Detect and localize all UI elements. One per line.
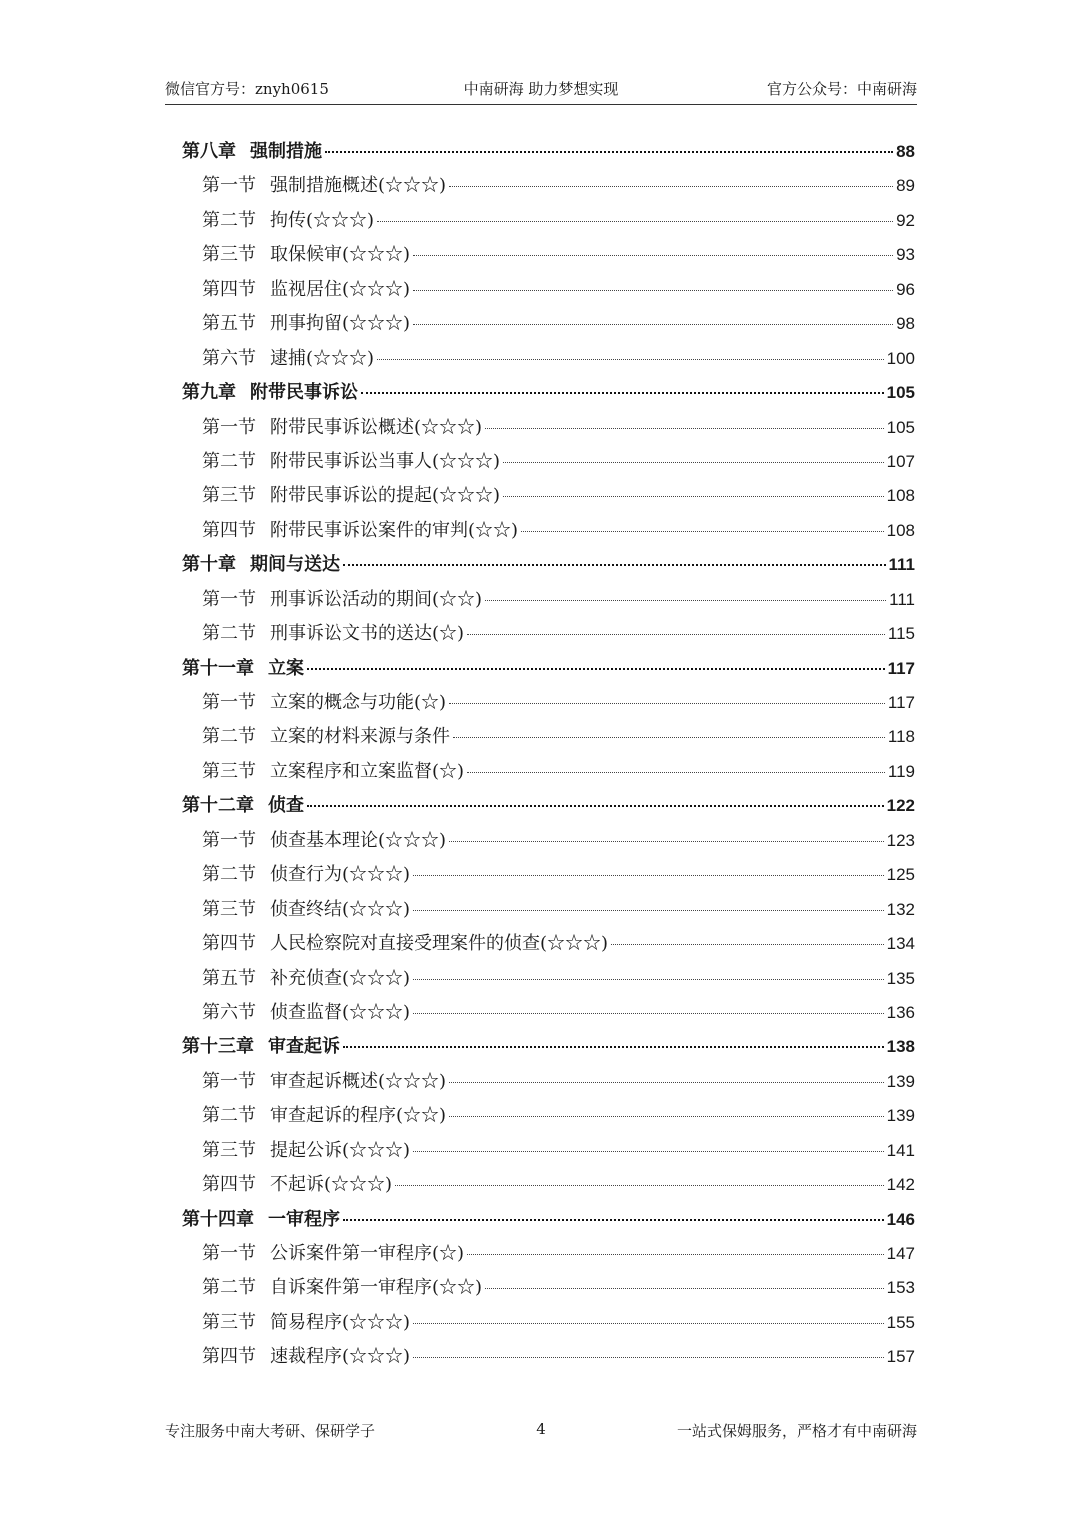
toc-entry-title: 附带民事诉讼的提起(☆☆☆) <box>270 485 501 507</box>
toc-entry-label: 第三节 <box>202 1311 256 1333</box>
page-number: 4 <box>536 1420 546 1438</box>
toc-page-number: 138 <box>886 1037 915 1057</box>
toc-page-number: 118 <box>887 727 915 747</box>
toc-entry-label: 第六节 <box>202 347 256 369</box>
toc-page-number: 96 <box>896 279 915 299</box>
toc-section-row[interactable] <box>182 929 915 963</box>
dot-leader <box>467 772 885 773</box>
toc-entry-label: 第十一章 <box>182 657 254 679</box>
toc-page-number: 134 <box>886 934 915 954</box>
toc-entry-title: 立案程序和立案监督(☆) <box>270 760 465 782</box>
header-official-account: 官方公众号：中南研海 <box>766 80 917 98</box>
toc-entry-title: 逮捕(☆☆☆) <box>270 347 375 369</box>
dot-leader <box>413 324 893 325</box>
toc-section-row[interactable] <box>182 1308 915 1342</box>
toc-section-row[interactable] <box>182 1273 915 1307</box>
toc-entry-title: 附带民事诉讼概述(☆☆☆) <box>270 416 483 438</box>
toc-entry-label: 第六节 <box>202 1001 256 1023</box>
dot-leader <box>413 1013 884 1014</box>
toc-chapter-row[interactable] <box>182 1032 915 1066</box>
dot-leader <box>413 255 893 256</box>
toc-entry-label: 第一节 <box>202 1070 256 1092</box>
dot-leader <box>485 1288 884 1289</box>
dot-leader <box>521 531 884 532</box>
toc-section-row[interactable] <box>182 206 915 240</box>
toc-entry-label: 第十四章 <box>182 1208 254 1230</box>
toc-section-row[interactable] <box>182 1170 915 1204</box>
toc-entry-label: 第一节 <box>202 175 256 197</box>
toc-entry-title: 补充侦查(☆☆☆) <box>270 967 411 989</box>
toc-entry-label: 第四节 <box>202 278 256 300</box>
toc-page-number: 111 <box>888 555 915 575</box>
toc-entry-label: 第三节 <box>202 485 256 507</box>
toc-entry-title: 速裁程序(☆☆☆) <box>270 1346 411 1368</box>
toc-section-row[interactable] <box>182 1101 915 1135</box>
toc-entry-title: 附带民事诉讼 <box>250 382 358 404</box>
toc-entry-title: 拘传(☆☆☆) <box>270 209 375 231</box>
toc-section-row[interactable] <box>182 516 915 550</box>
dot-leader <box>395 1185 884 1186</box>
dot-leader <box>449 186 893 187</box>
toc-section-row[interactable] <box>182 826 915 860</box>
toc-entry-title: 刑事拘留(☆☆☆) <box>270 313 411 335</box>
toc-entry-title: 简易程序(☆☆☆) <box>270 1311 411 1333</box>
toc-entry-label: 第四节 <box>202 1346 256 1368</box>
toc-chapter-row[interactable] <box>182 550 915 584</box>
toc-section-row[interactable] <box>182 240 915 274</box>
toc-page-number: 98 <box>896 314 915 334</box>
toc-entry-label: 第二节 <box>202 623 256 645</box>
toc-entry-title: 人民检察院对直接受理案件的侦查(☆☆☆) <box>270 933 609 955</box>
toc-page-number: 136 <box>886 1002 915 1022</box>
toc-entry-label: 第二节 <box>202 209 256 231</box>
dot-leader <box>449 841 884 842</box>
dot-leader <box>413 1323 884 1324</box>
toc-entry-label: 第二节 <box>202 1105 256 1127</box>
dot-leader <box>307 805 884 807</box>
toc-entry-title: 侦查 <box>268 795 304 817</box>
toc-page-number: 141 <box>886 1140 915 1160</box>
toc-entry-label: 第四节 <box>202 1174 256 1196</box>
toc-chapter-row[interactable] <box>182 791 915 825</box>
toc-section-row[interactable] <box>182 171 915 205</box>
toc-section-row[interactable] <box>182 895 915 929</box>
dot-leader <box>343 1046 884 1048</box>
toc-entry-title: 强制措施 <box>250 141 322 162</box>
toc-entry-title: 立案 <box>268 657 304 679</box>
toc-entry-title: 提起公诉(☆☆☆) <box>270 1139 411 1161</box>
toc-entry-title: 侦查行为(☆☆☆) <box>270 864 411 886</box>
toc-page-number: 142 <box>886 1175 915 1195</box>
toc-entry-label: 第一节 <box>202 1243 256 1264</box>
toc-entry-label: 第九章 <box>182 382 236 404</box>
toc-chapter-row[interactable] <box>182 378 915 412</box>
dot-leader <box>449 1082 884 1083</box>
toc-page-number: 92 <box>896 210 915 230</box>
toc-page-number: 89 <box>896 176 915 196</box>
toc-page-number: 139 <box>886 1106 915 1126</box>
dot-leader <box>377 359 884 360</box>
toc-entry-title: 一审程序 <box>268 1208 340 1230</box>
toc-page-number: 93 <box>896 245 915 265</box>
toc-page-number: 107 <box>886 451 915 471</box>
toc-entry-title: 强制措施概述(☆☆☆) <box>270 175 447 197</box>
toc-entry-label: 第四节 <box>202 519 256 541</box>
page-footer <box>165 1420 917 1444</box>
toc-page-number: 117 <box>887 658 915 678</box>
dot-leader <box>413 875 884 876</box>
toc-page-number: 147 <box>886 1244 915 1263</box>
toc-page-number: 88 <box>896 142 915 161</box>
toc-entry-label: 第二节 <box>202 450 256 472</box>
toc-entry-label: 第五节 <box>202 967 256 989</box>
toc-page-number: 157 <box>886 1347 915 1367</box>
toc-entry-label: 第四节 <box>202 933 256 955</box>
toc-entry-title: 监视居住(☆☆☆) <box>270 278 411 300</box>
toc-page-number: 153 <box>886 1278 915 1298</box>
dot-leader <box>485 600 886 601</box>
footer-tagline: 专注服务中南大考研、保研学子 <box>165 1422 376 1440</box>
page-header <box>165 76 917 105</box>
dot-leader <box>343 564 886 566</box>
toc-section-row[interactable] <box>182 757 915 791</box>
dot-leader <box>485 428 884 429</box>
toc-section-row[interactable] <box>182 447 915 481</box>
dot-leader <box>503 496 884 497</box>
toc-page-number: 105 <box>886 383 915 403</box>
dot-leader <box>307 668 885 670</box>
toc-section-row[interactable] <box>182 688 915 722</box>
toc-section-row[interactable] <box>182 722 915 756</box>
toc-page-number: 111 <box>889 589 915 609</box>
dot-leader <box>467 634 885 635</box>
toc-entry-title: 自诉案件第一审程序(☆☆) <box>270 1277 483 1299</box>
toc-entry-label: 第三节 <box>202 898 256 920</box>
toc-page-number: 139 <box>886 1071 915 1091</box>
footer-service-note: 一站式保姆服务，严格才有中南研海 <box>676 1422 917 1440</box>
toc-section-row[interactable] <box>182 998 915 1032</box>
toc-entry-title: 附带民事诉讼当事人(☆☆☆) <box>270 450 501 472</box>
toc-page-number: 135 <box>886 968 915 988</box>
dot-leader <box>449 703 885 704</box>
dot-leader <box>377 221 893 222</box>
dot-leader <box>413 979 884 980</box>
toc-page-number: 123 <box>886 830 915 850</box>
dot-leader <box>413 1357 884 1358</box>
toc-entry-title: 侦查基本理论(☆☆☆) <box>270 829 447 851</box>
toc-chapter-row[interactable] <box>182 137 915 171</box>
toc-section-row[interactable] <box>182 309 915 343</box>
dot-leader <box>343 1219 884 1221</box>
toc-entry-label: 第二节 <box>202 726 256 748</box>
toc-page-number: 122 <box>886 796 915 816</box>
toc-entry-title: 立案的材料来源与条件 <box>270 726 450 748</box>
toc-entry-label: 第二节 <box>202 864 256 886</box>
toc-section-row[interactable] <box>182 1136 915 1170</box>
toc-entry-title: 侦查监督(☆☆☆) <box>270 1001 411 1023</box>
toc-entry-label: 第五节 <box>202 313 256 335</box>
toc-page-number: 125 <box>886 865 915 885</box>
toc-section-row[interactable] <box>182 1342 915 1376</box>
dot-leader <box>325 151 893 153</box>
toc-section-row[interactable] <box>182 619 915 653</box>
toc-entry-label: 第一节 <box>202 692 256 713</box>
toc-entry-title: 审查起诉 <box>268 1036 340 1058</box>
toc-entry-title: 取保候审(☆☆☆) <box>270 244 411 266</box>
toc-entry-label: 第八章 <box>182 141 236 162</box>
toc-entry-title: 公诉案件第一审程序(☆) <box>270 1243 465 1264</box>
toc-page-number: 115 <box>887 624 915 644</box>
toc-entry-label: 第十章 <box>182 554 236 576</box>
toc-entry-title: 审查起诉的程序(☆☆) <box>270 1105 447 1127</box>
dot-leader <box>413 910 884 911</box>
toc-section-row[interactable] <box>182 275 915 309</box>
toc-section-row[interactable] <box>182 860 915 894</box>
dot-leader <box>453 737 885 738</box>
toc-entry-label: 第十三章 <box>182 1036 254 1058</box>
toc-entry-title: 期间与送达 <box>250 554 340 576</box>
toc-entry-label: 第二节 <box>202 1277 256 1299</box>
dot-leader <box>413 290 893 291</box>
toc-section-row[interactable] <box>182 1239 915 1273</box>
dot-leader <box>361 392 884 394</box>
toc-section-row[interactable] <box>182 413 915 447</box>
toc-entry-title: 刑事诉讼文书的送达(☆) <box>270 623 465 645</box>
toc-entry-title: 附带民事诉讼案件的审判(☆☆) <box>270 519 519 541</box>
toc-entry-title: 不起诉(☆☆☆) <box>270 1174 393 1196</box>
toc-page-number: 119 <box>887 761 915 781</box>
toc-section-row[interactable] <box>182 481 915 515</box>
toc-section-row[interactable] <box>182 344 915 378</box>
toc-page-number: 108 <box>886 486 915 506</box>
toc-entry-title: 侦查终结(☆☆☆) <box>270 898 411 920</box>
toc-page-number: 117 <box>887 693 915 712</box>
toc-page-number: 108 <box>886 520 915 540</box>
toc-entry-label: 第一节 <box>202 416 256 438</box>
toc-section-row[interactable] <box>182 1067 915 1101</box>
toc-page-number: 100 <box>886 348 915 368</box>
dot-leader <box>449 1116 884 1117</box>
toc-chapter-row[interactable] <box>182 1205 915 1239</box>
toc-page-number: 105 <box>886 417 915 437</box>
toc-page-number: 146 <box>886 1209 915 1229</box>
toc-section-row[interactable] <box>182 964 915 998</box>
toc-chapter-row[interactable] <box>182 654 915 688</box>
dot-leader <box>611 944 884 945</box>
header-wechat-id: 微信官方号：znyh0615 <box>165 80 329 98</box>
toc-entry-label: 第三节 <box>202 760 256 782</box>
toc-entry-label: 第三节 <box>202 244 256 266</box>
table-of-contents <box>182 137 915 1377</box>
toc-section-row[interactable] <box>182 585 915 619</box>
toc-entry-label: 第十二章 <box>182 795 254 817</box>
toc-entry-title: 立案的概念与功能(☆) <box>270 692 447 713</box>
toc-page-number: 155 <box>886 1312 915 1332</box>
toc-entry-title: 刑事诉讼活动的期间(☆☆) <box>270 588 483 610</box>
toc-entry-label: 第三节 <box>202 1139 256 1161</box>
toc-entry-label: 第一节 <box>202 588 256 610</box>
dot-leader <box>413 1151 884 1152</box>
header-slogan: 中南研海 助力梦想实现 <box>463 80 619 98</box>
dot-leader <box>503 462 884 463</box>
toc-entry-label: 第一节 <box>202 829 256 851</box>
toc-page-number: 132 <box>886 899 915 919</box>
toc-entry-title: 审查起诉概述(☆☆☆) <box>270 1070 447 1092</box>
dot-leader <box>467 1254 884 1255</box>
